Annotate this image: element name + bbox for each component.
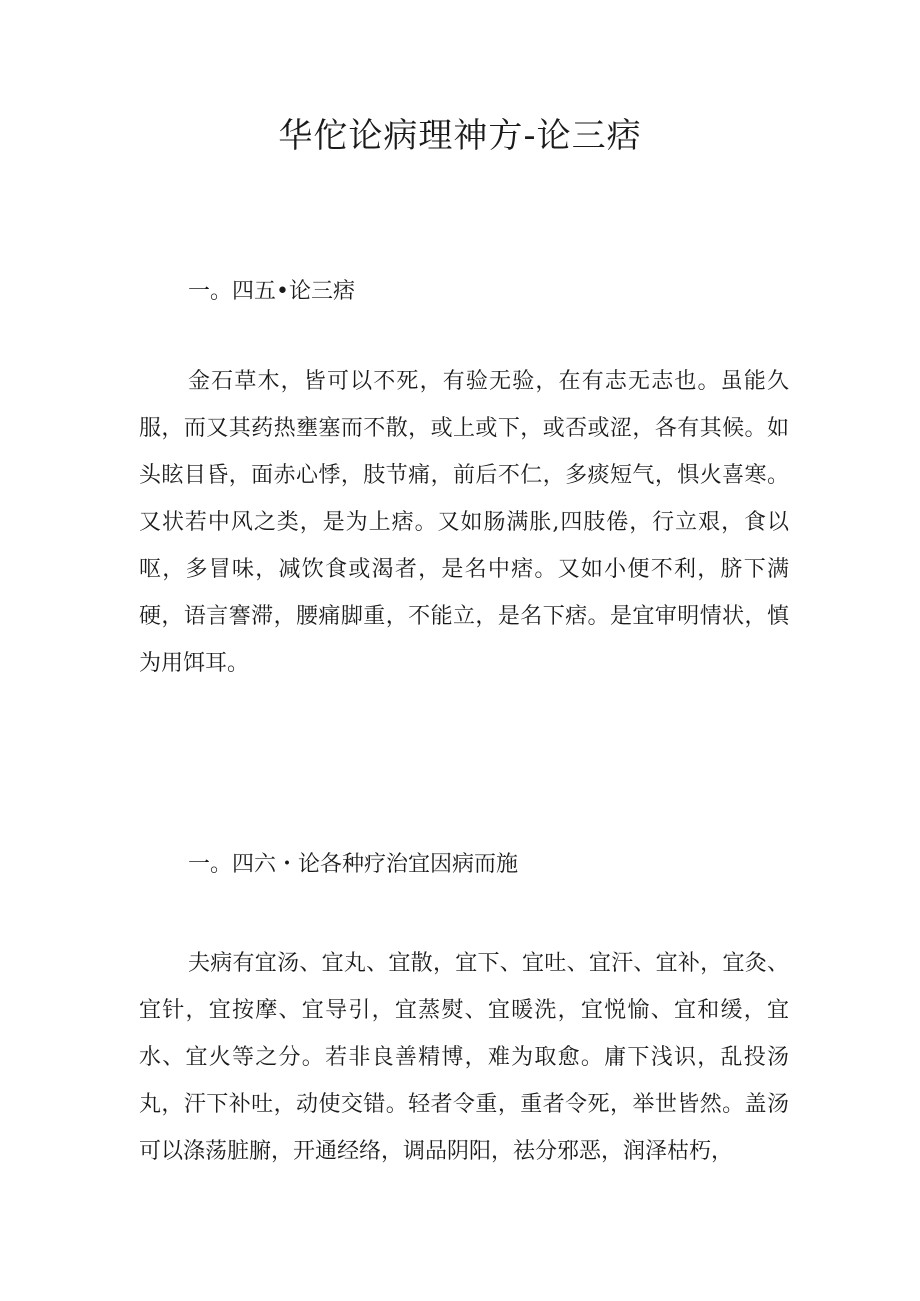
section-heading-2: 一。四六・论各种疗治宜因病而施 (188, 852, 519, 877)
section-paragraph-2: 夫病有宜汤、宜丸、宜散，宜下、宜吐、宜汗、宜补，宜灸、宜针，宜按摩、宜导引，宜蒸熨、宜暖洗，宜悦愉、宜和缓，宜水、宜火等之分。若非良善精博，难为取愈。庸下浅识，乱投汤丸，汗下补吐，动使交错。轻者令重，重者令死，举世皆然。盖汤可以涤荡脏腑，开通经络，调品阴阳，祛分邪恶，润泽枯朽， (139, 951, 789, 1164)
section-heading-1: 一。四五•论三痞 (188, 279, 355, 304)
section-paragraph-1: 金石草木，皆可以不死，有验无验，在有志无志也。虽能久服，而又其药热壅塞而不散，或上或下，或否或涩，各有其候。如头眩目昏，面赤心悸，肢节痛，前后不仁，多痰短气，惧火喜寒。又状若中风之类，是为上痞。又如肠满胀,四肢倦，行立艰，食以呕，多冒味，减饮食或渴者，是名中痞。又如小便不利，脐下满硬，语言謇滞，腰痛脚重，不能立，是名下痞。是宜审明情状，慎为用饵耳。 (139, 369, 789, 676)
document-title: 华佗论病理神方-论三痞 (278, 116, 642, 156)
